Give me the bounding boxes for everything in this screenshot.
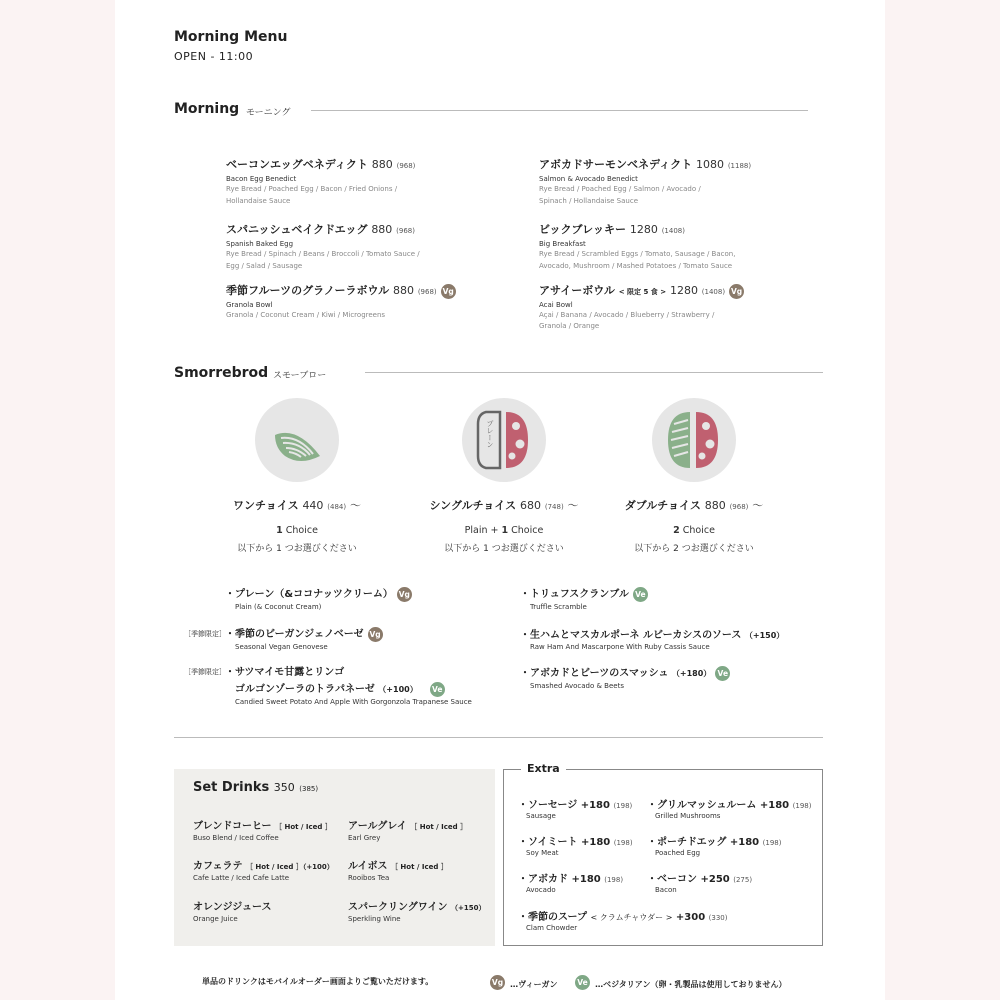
choice-word: Choice — [511, 525, 544, 536]
drink-name: カフェラテ — [193, 861, 243, 872]
footer-note: 単品のドリンクはモバイルオーダー画面よりご覧いただけます。 — [202, 977, 434, 986]
option-name: ・アボカドとビーツのスマッシュ — [520, 668, 669, 679]
drink-item — [193, 898, 272, 923]
option-name: ・季節のビーガンジェノベーゼ — [225, 629, 364, 640]
option-surcharge: （+100） — [378, 685, 418, 694]
plain-label: プレーン — [486, 420, 494, 448]
drink-tag: ［ Hot / Iced ］ — [390, 863, 448, 871]
vegetarian-badge-icon: Ve — [575, 975, 590, 990]
drink-item — [348, 817, 467, 842]
extra-english: Soy Meat — [526, 849, 559, 857]
item-price: 1280 — [669, 284, 698, 297]
vegan-legend-label: …ヴィーガン — [510, 980, 558, 989]
item-english: Bacon Egg Benedict — [226, 175, 297, 183]
menu-item — [539, 221, 744, 272]
topping-option — [520, 664, 730, 690]
extra-item — [647, 796, 811, 820]
choice-name: ダブルチョイス — [624, 499, 701, 512]
item-name: 季節フルーツのグラノーラボウル — [226, 284, 390, 297]
extra-tax-price: (275) — [733, 876, 753, 884]
extra-price: +180 — [580, 837, 611, 848]
seasonal-limited-tag: ［季節限定］ — [184, 630, 226, 638]
menu-item — [539, 282, 744, 333]
drink-name: アールグレイ — [348, 821, 407, 832]
page-title: Morning Menu — [174, 29, 288, 45]
section-title-smorrebrod: Smorrebrod — [174, 365, 269, 381]
drink-tag: ［ Hot / Iced ］ — [410, 823, 468, 831]
choice-tilde: 〜 — [349, 499, 361, 512]
section-divider — [365, 372, 823, 373]
bread-plain-berry-icon — [462, 398, 546, 482]
vegetarian-legend-label: …ベジタリアン（卵・乳製品は使用しておりません） — [595, 980, 787, 989]
topping-option — [520, 626, 784, 651]
option-name: ・トリュフスクランブル — [520, 589, 629, 600]
item-tax-price: (1408) — [701, 288, 726, 296]
section-subtitle-morning: モーニング — [246, 108, 291, 118]
extra-subtitle: < クラムチャウダー > — [590, 913, 673, 922]
item-name: ビックブレッキー — [539, 223, 627, 236]
double-choice-illustration — [652, 398, 736, 482]
option-english: Raw Ham And Mascarpone With Ruby Cassis Sauce — [530, 643, 710, 651]
extra-english: Poached Egg — [655, 849, 701, 857]
drink-name: ブレンドコーヒー — [193, 821, 272, 832]
extra-item — [518, 908, 727, 932]
extra-english: Sausage — [526, 812, 556, 820]
vegan-badge-icon: Vg — [441, 284, 456, 299]
item-price: 880 — [371, 223, 393, 236]
single-choice-illustration — [462, 398, 546, 482]
choice-double — [614, 497, 774, 554]
item-name: スパニッシュベイクドエッグ — [226, 223, 368, 236]
extra-name: ・季節のスープ — [518, 912, 587, 923]
option-name: ・プレーン（&ココナッツクリーム） — [225, 589, 393, 600]
drink-name: スパークリングワイン — [348, 902, 448, 913]
choice-word: Choice — [682, 525, 715, 536]
section-divider — [311, 110, 808, 111]
extra-price: +300 — [675, 912, 706, 923]
extra-item — [647, 833, 781, 857]
item-tax-price: (968) — [396, 227, 415, 235]
item-english: Acai Bowl — [539, 300, 573, 309]
item-tax-price: (1188) — [727, 162, 752, 170]
section-divider — [174, 737, 823, 738]
choice-tilde: 〜 — [752, 499, 764, 512]
item-description: Rye Bread / Poached Egg / Bacon / Fried Onions / Hollandaise Sauce — [226, 185, 398, 205]
extra-tax-price: (198) — [604, 876, 624, 884]
vegan-badge-icon: Vg — [397, 587, 412, 602]
limited-tag: < 限定 5 食 > — [618, 288, 667, 296]
extra-name: ・ソイミート — [518, 837, 578, 848]
menu-item — [539, 156, 751, 207]
item-price: 880 — [392, 284, 414, 297]
opening-hours: OPEN - 11:00 — [174, 50, 254, 63]
vegan-badge-icon: Vg — [729, 284, 744, 299]
item-description: Rye Bread / Scrambled Eggs / Tomato, Sausage / Bacon, Avocado, Mushroom / Mashed Potatoes / Tomato Sauce — [539, 250, 736, 270]
option-english: Smashed Avocado & Beets — [530, 681, 624, 690]
choice-count: 2 — [673, 525, 680, 536]
extra-name: ・アボカド — [518, 874, 568, 885]
extra-item — [518, 796, 632, 820]
option-name-line2: ゴルゴンゾーラのトラパネーゼ — [235, 684, 375, 695]
vegetarian-badge-icon: Ve — [633, 587, 648, 602]
item-description: Açai / Banana / Avocado / Blueberry / Strawberry / Granola / Orange — [539, 310, 715, 330]
drink-name: ルイボス — [348, 861, 388, 872]
item-description: Rye Bread / Poached Egg / Salmon / Avocado / Spinach / Hollandaise Sauce — [539, 185, 701, 205]
vegan-badge-icon: Vg — [368, 627, 383, 642]
choice-price: 440 — [302, 499, 324, 512]
option-surcharge: （+150） — [744, 631, 785, 640]
option-english: Seasonal Vegan Genovese — [235, 642, 328, 651]
choice-note: 以下から 1 つお選びください — [444, 544, 564, 554]
drink-english: Rooibos Tea — [348, 874, 390, 882]
item-english: Salmon & Avocado Benedict — [539, 175, 638, 183]
drinks-title-text: Set Drinks — [193, 780, 270, 795]
item-tax-price: (1408) — [661, 227, 685, 235]
option-english: Candied Sweet Potato And Apple With Gorgonzola Trapanese Sauce — [235, 697, 472, 706]
extra-tax-price: (198) — [792, 802, 812, 810]
drink-item — [348, 857, 448, 882]
seasonal-limited-tag: ［季節限定］ — [184, 668, 226, 676]
extra-item — [647, 870, 752, 894]
item-description: Granola / Coconut Cream / Kiwi / Microgreens — [226, 310, 386, 319]
section-subtitle-smorrebrod: スモーブロー — [273, 371, 327, 381]
extra-title: Extra — [521, 762, 566, 775]
drink-english: Buso Blend / Iced Coffee — [193, 834, 279, 842]
extra-price: +180 — [580, 800, 610, 811]
item-english: Big Breakfast — [539, 240, 586, 248]
choice-price: 680 — [520, 499, 542, 512]
item-name: アサイーボウル — [539, 284, 615, 297]
one-choice-illustration — [255, 398, 339, 482]
choice-single — [419, 497, 589, 554]
option-english: Plain (& Coconut Cream) — [235, 602, 322, 611]
extra-tax-price: (330) — [708, 914, 728, 922]
choice-tax-price: (968) — [729, 503, 749, 511]
extra-item — [518, 833, 633, 857]
extra-price: +250 — [700, 874, 730, 885]
choice-name: シングルチョイス — [429, 499, 517, 512]
section-title-morning: Morning — [174, 101, 240, 117]
topping-option — [225, 585, 412, 611]
menu-item — [226, 282, 456, 321]
extra-english: Bacon — [655, 886, 677, 894]
drink-item — [193, 857, 334, 882]
extra-item — [518, 870, 623, 894]
choice-name: ワンチョイス — [233, 499, 299, 512]
item-price: 1280 — [629, 223, 658, 236]
topping-option — [225, 663, 472, 706]
item-price: 1080 — [695, 158, 724, 171]
choice-word: Choice — [285, 525, 318, 536]
bread-leaf-icon — [255, 398, 339, 482]
item-tax-price: (968) — [396, 162, 416, 170]
extra-english: Grilled Mushrooms — [655, 812, 721, 820]
item-tax-price: (968) — [417, 288, 437, 296]
drink-tag: ［ Hot / Iced ］（+100） — [245, 863, 334, 871]
extra-tax-price: (198) — [613, 802, 633, 810]
extra-price: +180 — [571, 874, 601, 885]
drink-tag: （+150） — [450, 904, 486, 912]
drink-english: Earl Grey — [348, 834, 381, 842]
item-english: Spanish Baked Egg — [226, 240, 294, 248]
drink-item — [348, 898, 485, 923]
item-description: Rye Bread / Spinach / Beans / Broccoli / Tomato Sauce / Egg / Salad / Sausage — [226, 250, 420, 270]
extra-name: ・ベーコン — [647, 874, 697, 885]
drinks-price: 350 — [273, 781, 295, 794]
choice-price: 880 — [704, 499, 726, 512]
drink-tag: ［ Hot / Iced ］ — [275, 823, 332, 831]
option-name: ・生ハムとマスカルポーネ ルビーカシスのソース — [520, 630, 742, 641]
choice-count: 1 — [501, 525, 509, 536]
extra-name: ・グリルマッシュルーム — [647, 800, 757, 811]
topping-option — [225, 625, 383, 651]
extra-price: +180 — [729, 837, 760, 848]
legend-vegan — [490, 972, 557, 991]
legend-vegetarian — [575, 972, 786, 991]
choice-note: 以下から 2 つお選びください — [634, 544, 754, 554]
item-name: アボカドサーモンベネディクト — [539, 158, 693, 171]
choice-tax-price: (748) — [544, 503, 564, 511]
extra-tax-price: (198) — [762, 839, 782, 847]
choice-one — [217, 497, 377, 554]
extra-price: +180 — [759, 800, 790, 811]
extra-name: ・ポーチドエッグ — [647, 837, 727, 848]
vegetarian-badge-icon: Ve — [715, 666, 730, 681]
choice-tilde: 〜 — [567, 499, 579, 512]
choice-tax-price: (484) — [327, 503, 347, 511]
extra-english: Clam Chowder — [526, 924, 578, 932]
vegetarian-badge-icon: Ve — [430, 682, 445, 697]
drink-name: オレンジジュース — [193, 902, 272, 913]
drink-english: Orange Juice — [193, 915, 238, 923]
item-english: Granola Bowl — [226, 300, 273, 309]
choice-prefix: Plain + — [464, 525, 502, 536]
extra-tax-price: (198) — [613, 839, 633, 847]
choice-note: 以下から 1 つお選びください — [237, 544, 357, 554]
bread-leaf-berry-icon — [652, 398, 736, 482]
menu-item — [226, 156, 416, 207]
option-english: Truffle Scramble — [530, 602, 587, 611]
vegan-badge-icon: Vg — [490, 975, 505, 990]
menu-item — [226, 221, 431, 272]
option-name: ・サツマイモ甘露とリンゴ — [225, 667, 345, 678]
extra-name: ・ソーセージ — [518, 800, 578, 811]
option-surcharge: （+180） — [671, 669, 712, 678]
item-name: ベーコンエッグベネディクト — [226, 158, 368, 171]
drinks-tax-price: (385) — [299, 785, 319, 793]
extra-english: Avocado — [526, 886, 556, 894]
choice-count: 1 — [276, 525, 283, 536]
topping-option — [520, 585, 648, 611]
drink-item — [193, 817, 332, 842]
drink-english: Cafe Latte / Iced Cafe Latte — [193, 874, 290, 882]
set-drinks-title — [193, 780, 318, 795]
item-price: 880 — [371, 158, 393, 171]
drink-english: Sperkling Wine — [348, 915, 401, 923]
